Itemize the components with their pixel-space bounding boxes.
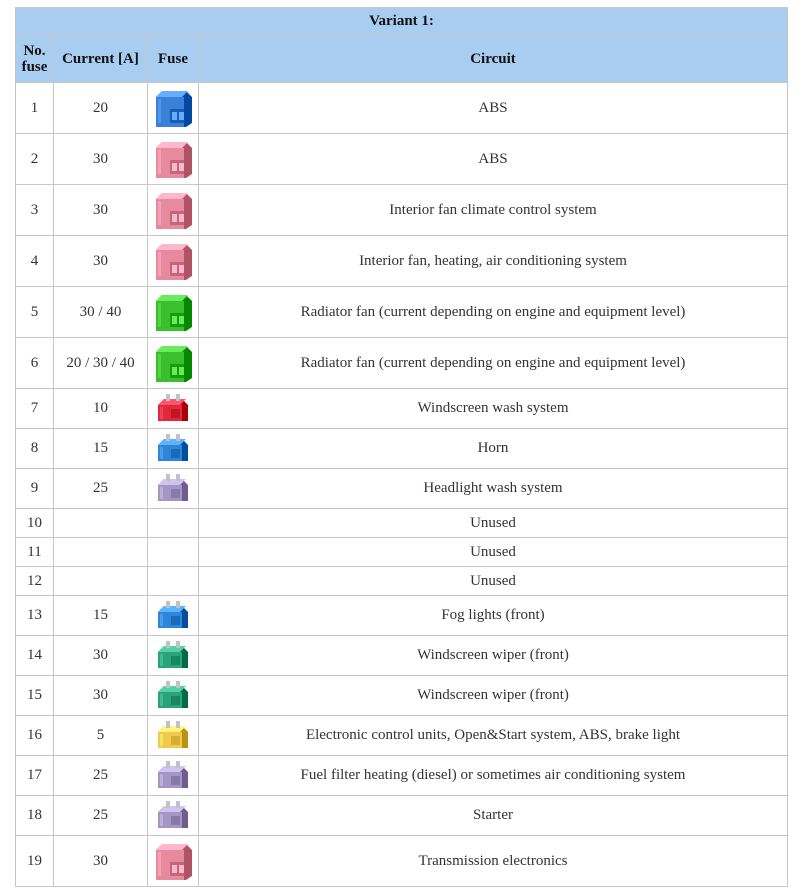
fuse-image-cell	[148, 567, 199, 596]
circuit-cell: Interior fan, heating, air conditioning system	[199, 236, 788, 287]
fuse-image-cell	[148, 636, 199, 676]
maxi-fuse-icon	[152, 291, 194, 333]
current-cell: 30	[54, 236, 148, 287]
fuse-number-cell: 17	[16, 756, 54, 796]
circuit-cell: Windscreen wiper (front)	[199, 676, 788, 716]
mini-fuse-icon	[152, 600, 194, 632]
circuit-cell: Windscreen wash system	[199, 389, 788, 429]
fuse-table	[15, 7, 788, 887]
header-current: Current [A]	[54, 36, 148, 83]
table-row	[16, 509, 788, 538]
current-cell	[54, 567, 148, 596]
current-cell: 20 / 30 / 40	[54, 338, 148, 389]
table-row	[16, 636, 788, 676]
fuse-number-cell: 19	[16, 836, 54, 887]
circuit-cell: Radiator fan (current depending on engine and equipment level)	[199, 287, 788, 338]
table-row	[16, 236, 788, 287]
table-row	[16, 596, 788, 636]
fuse-image-cell	[148, 836, 199, 887]
current-cell: 30	[54, 134, 148, 185]
mini-fuse-icon	[152, 720, 194, 752]
circuit-cell: Unused	[199, 567, 788, 596]
maxi-fuse-icon	[152, 240, 194, 282]
current-cell: 30	[54, 636, 148, 676]
table-row	[16, 389, 788, 429]
maxi-fuse-icon	[152, 138, 194, 180]
fuse-number-cell: 5	[16, 287, 54, 338]
current-cell: 25	[54, 469, 148, 509]
circuit-cell: ABS	[199, 83, 788, 134]
current-cell: 30	[54, 676, 148, 716]
fuse-image-cell	[148, 389, 199, 429]
maxi-fuse-icon	[152, 342, 194, 384]
circuit-cell: Interior fan climate control system	[199, 185, 788, 236]
fuse-number-cell: 4	[16, 236, 54, 287]
table-body	[16, 83, 788, 887]
header-circuit: Circuit	[199, 36, 788, 83]
fuse-image-cell	[148, 538, 199, 567]
fuse-image-cell	[148, 509, 199, 538]
fuse-number-cell: 8	[16, 429, 54, 469]
fuse-number-cell: 1	[16, 83, 54, 134]
table-row	[16, 134, 788, 185]
fuse-image-cell	[148, 796, 199, 836]
mini-fuse-icon	[152, 473, 194, 505]
maxi-fuse-icon	[152, 189, 194, 231]
table-row	[16, 538, 788, 567]
fuse-number-cell: 9	[16, 469, 54, 509]
table-row	[16, 716, 788, 756]
mini-fuse-icon	[152, 433, 194, 465]
fuse-image-cell	[148, 236, 199, 287]
fuse-number-cell: 15	[16, 676, 54, 716]
table-row	[16, 429, 788, 469]
fuse-number-cell: 6	[16, 338, 54, 389]
table-row	[16, 287, 788, 338]
table-row	[16, 567, 788, 596]
fuse-number-cell: 7	[16, 389, 54, 429]
circuit-cell: Unused	[199, 538, 788, 567]
fuse-image-cell	[148, 429, 199, 469]
fuse-number-cell: 11	[16, 538, 54, 567]
fuse-image-cell	[148, 756, 199, 796]
circuit-cell: Headlight wash system	[199, 469, 788, 509]
fuse-image-cell	[148, 338, 199, 389]
current-cell: 30 / 40	[54, 287, 148, 338]
fuse-number-cell: 14	[16, 636, 54, 676]
maxi-fuse-icon	[152, 840, 194, 882]
table-row	[16, 83, 788, 134]
table-row	[16, 676, 788, 716]
current-cell: 25	[54, 796, 148, 836]
mini-fuse-icon	[152, 640, 194, 672]
circuit-cell: Unused	[199, 509, 788, 538]
fuse-number-cell: 3	[16, 185, 54, 236]
fuse-image-cell	[148, 596, 199, 636]
current-cell: 30	[54, 836, 148, 887]
circuit-cell: Fog lights (front)	[199, 596, 788, 636]
fuse-image-cell	[148, 185, 199, 236]
mini-fuse-icon	[152, 760, 194, 792]
circuit-cell: Fuel filter heating (diesel) or sometimes air conditioning system	[199, 756, 788, 796]
current-cell: 20	[54, 83, 148, 134]
current-cell: 15	[54, 429, 148, 469]
circuit-cell: Electronic control units, Open&Start system, ABS, brake light	[199, 716, 788, 756]
current-cell	[54, 538, 148, 567]
fuse-image-cell	[148, 287, 199, 338]
fuse-number-cell: 13	[16, 596, 54, 636]
fuse-number-cell: 2	[16, 134, 54, 185]
table-title: Variant 1:	[16, 8, 788, 36]
current-cell	[54, 509, 148, 538]
circuit-cell: Starter	[199, 796, 788, 836]
current-cell: 10	[54, 389, 148, 429]
circuit-cell: Transmission electronics	[199, 836, 788, 887]
table-row	[16, 756, 788, 796]
table-row	[16, 469, 788, 509]
mini-fuse-icon	[152, 393, 194, 425]
current-cell: 30	[54, 185, 148, 236]
fuse-image-cell	[148, 469, 199, 509]
mini-fuse-icon	[152, 680, 194, 712]
circuit-cell: Radiator fan (current depending on engine and equipment level)	[199, 338, 788, 389]
current-cell: 25	[54, 756, 148, 796]
current-cell: 5	[54, 716, 148, 756]
fuse-image-cell	[148, 83, 199, 134]
fuse-number-cell: 18	[16, 796, 54, 836]
table-row	[16, 836, 788, 887]
table-row	[16, 796, 788, 836]
header-fuse: Fuse	[148, 36, 199, 83]
current-cell: 15	[54, 596, 148, 636]
circuit-cell: ABS	[199, 134, 788, 185]
fuse-image-cell	[148, 676, 199, 716]
fuse-number-cell: 10	[16, 509, 54, 538]
fuse-image-cell	[148, 716, 199, 756]
circuit-cell: Windscreen wiper (front)	[199, 636, 788, 676]
fuse-image-cell	[148, 134, 199, 185]
table-row	[16, 338, 788, 389]
fuse-number-cell: 12	[16, 567, 54, 596]
mini-fuse-icon	[152, 800, 194, 832]
table-row	[16, 185, 788, 236]
circuit-cell: Horn	[199, 429, 788, 469]
header-no-fuse: No. fuse	[16, 36, 54, 83]
fuse-number-cell: 16	[16, 716, 54, 756]
maxi-fuse-icon	[152, 87, 194, 129]
